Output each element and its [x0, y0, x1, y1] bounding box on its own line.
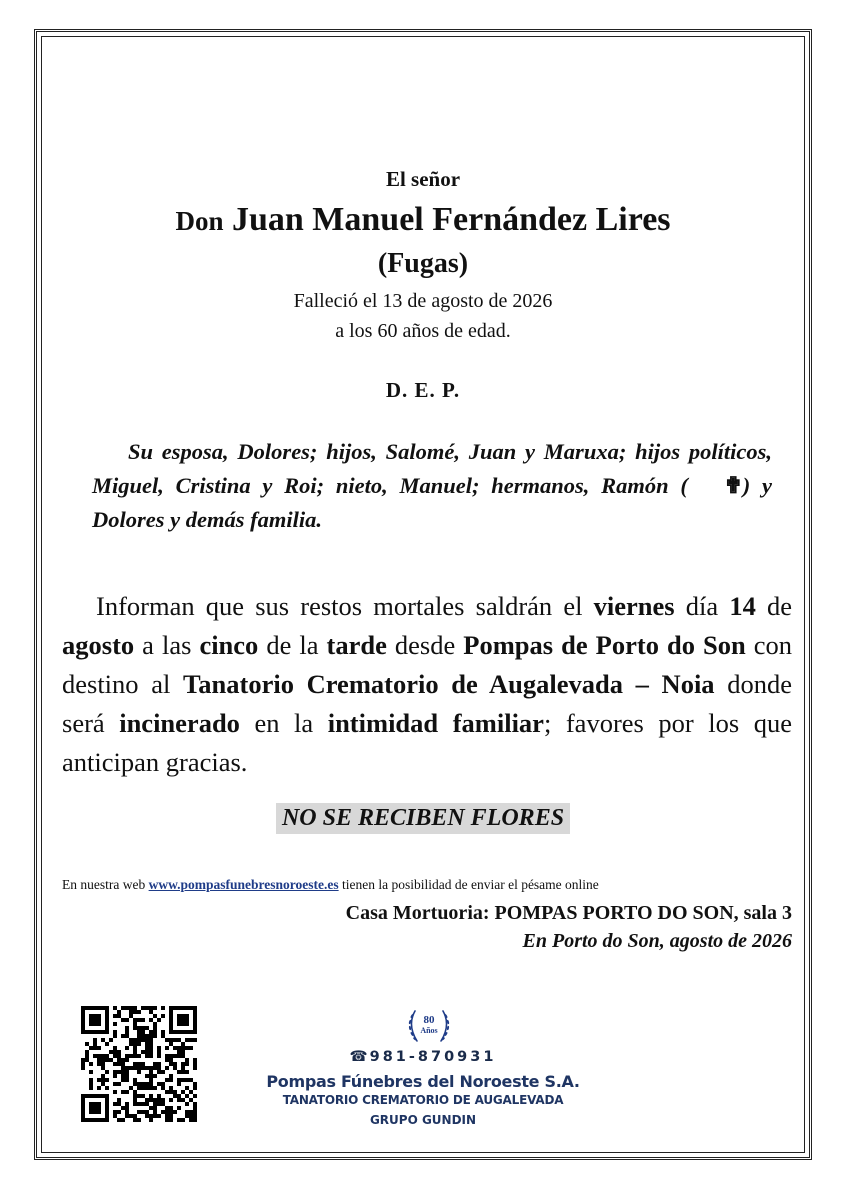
dep-text: D. E. P.	[385, 378, 461, 402]
info-text: Informan que sus restos mortales saldrán el	[96, 591, 594, 621]
info-text: de la	[258, 630, 327, 660]
no-flowers-notice	[41, 803, 805, 834]
web-condolence-line	[62, 877, 802, 893]
name-prefix: Don	[175, 206, 224, 236]
info-text: desde	[386, 630, 464, 660]
laurel-wreath-icon	[401, 1003, 457, 1047]
info-bold: Pompas de Porto do Son	[463, 630, 746, 660]
info-text: de	[755, 591, 792, 621]
age-line: a los 60 años de edad.	[335, 320, 511, 342]
funeral-info	[62, 587, 792, 782]
casa-mortuoria: Casa Mortuoria: POMPAS PORTO DO SON, sala 3	[345, 902, 792, 924]
logo-number: 80	[423, 1014, 435, 1026]
tanatorio-name: TANATORIO CREMATORIO DE AUGALEVADA	[282, 1093, 564, 1107]
family-text-part1: Su esposa, Dolores; hijos, Salomé, Juan y Maruxa; hijos políticos, Miguel, Cristina y Roi; nieto, Manuel; hermanos, Ramón (	[92, 439, 772, 498]
info-bold: incinerado	[119, 708, 240, 738]
info-bold: agosto	[62, 630, 135, 660]
info-bold: intimidad familiar	[327, 708, 544, 738]
info-text: en la	[239, 708, 328, 738]
family-list	[92, 435, 772, 537]
deceased-name	[41, 201, 805, 239]
company-name: Pompas Fúnebres del Noroeste S.A.	[266, 1072, 580, 1091]
info-text: ; favores por los que anticipan gracias.	[62, 708, 792, 777]
place-date: En Porto do Son, agosto de 2026	[522, 930, 792, 952]
death-date-line: Falleció el 13 de agosto de 2026	[293, 290, 553, 312]
web-text-after: tienen la posibilidad de enviar el pésame online	[338, 877, 599, 892]
phone-number: 981-870931	[369, 1049, 497, 1065]
info-bold: tarde	[326, 630, 387, 660]
phone-line	[41, 1049, 805, 1065]
info-bold: 14	[729, 591, 756, 621]
web-text-before: En nuestra web	[62, 877, 149, 892]
full-name: Juan Manuel Fernández Lires	[231, 201, 671, 238]
info-text: a las	[134, 630, 200, 660]
death-info	[41, 286, 805, 346]
info-text: con destino al	[62, 630, 793, 699]
website-link[interactable]: www.pompasfunebresnoroeste.es	[148, 877, 339, 892]
info-bold: viernes	[593, 591, 675, 621]
info-text: día	[674, 591, 730, 621]
family-text-part2: ) y Dolores y demás familia.	[92, 473, 773, 532]
phone-icon: ☎	[349, 1049, 368, 1065]
info-bold: cinco	[199, 630, 259, 660]
no-flowers-text: NO SE RECIBEN FLORES	[276, 803, 570, 834]
info-text: donde será	[62, 669, 792, 738]
intro-text: El señor	[385, 167, 461, 191]
grupo-name: GRUPO GUNDIN	[369, 1113, 477, 1127]
deceased-alias: (Fugas)	[377, 248, 469, 279]
info-bold: Tanatorio Crematorio de Augalevada – Noia	[183, 669, 715, 699]
logo-word: Años	[420, 1026, 438, 1035]
cross-icon: ✟	[723, 473, 743, 498]
